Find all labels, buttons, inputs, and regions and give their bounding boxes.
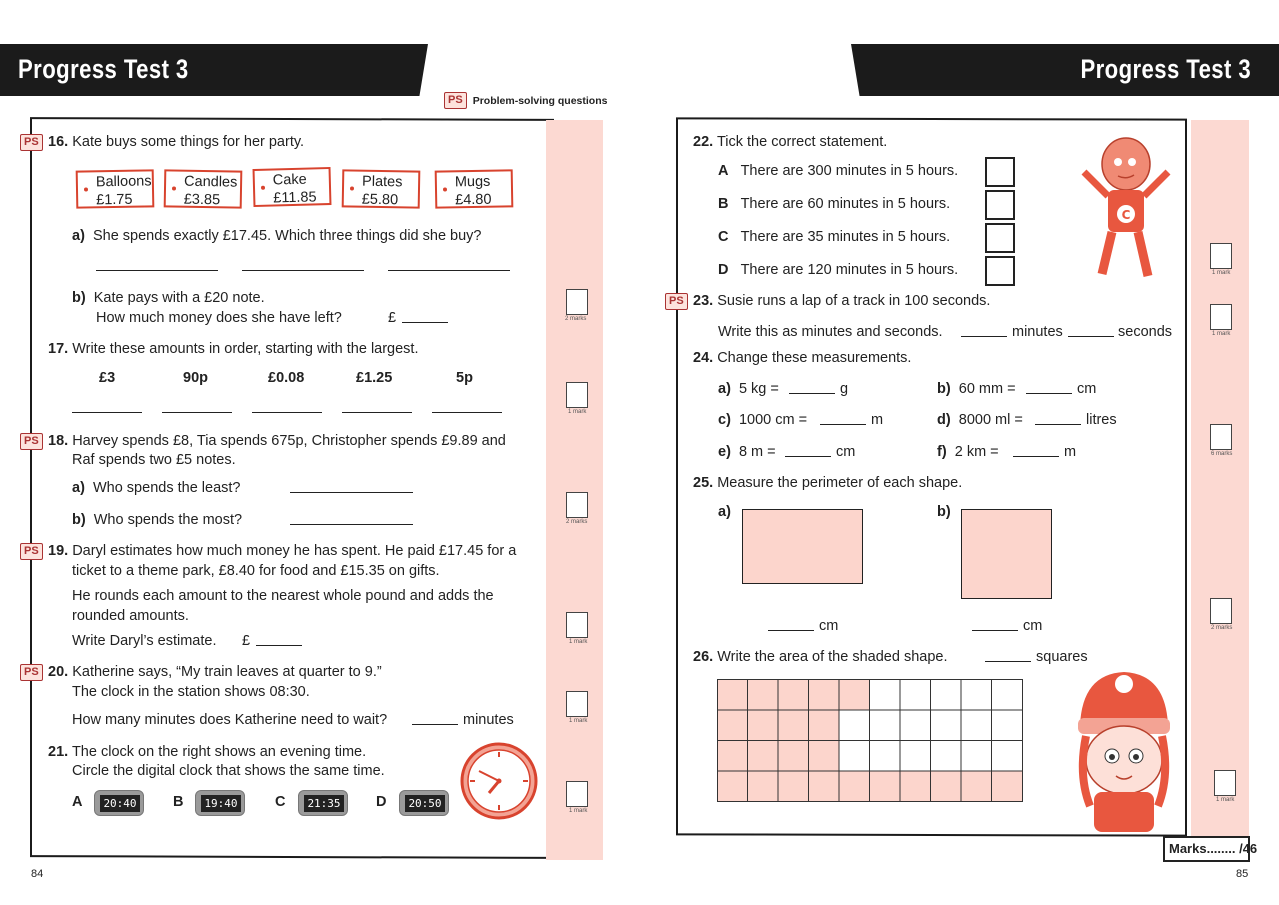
answer-line-q16a-2[interactable]: [242, 270, 364, 271]
q23-prompt: 23. Susie runs a lap of a track in 100 seconds.: [693, 293, 991, 309]
answer-line-q17-4[interactable]: [342, 412, 412, 413]
q21-prompt: 21. The clock on the right shows an evening time.: [48, 744, 367, 760]
amount-3: £0.08: [268, 370, 305, 386]
marks-label-q16: 2 marks: [565, 316, 587, 322]
option-letter-c: C: [275, 794, 286, 810]
answer-line-q24b[interactable]: [1026, 393, 1072, 394]
q19-prompt-4: rounded amounts.: [72, 608, 189, 624]
q26-prompt: 26. Write the area of the shaded shape.: [693, 649, 948, 665]
q20-unit: minutes: [463, 712, 514, 728]
answer-line-q16a-1[interactable]: [96, 270, 218, 271]
q22-prompt: 22. Tick the correct statement.: [693, 134, 888, 150]
q16-prompt: 16. Kate buys some things for her party.: [48, 134, 305, 150]
amount-2: 90p: [183, 370, 208, 386]
answer-line-q24a[interactable]: [789, 393, 835, 394]
q20-prompt: 20. Katherine says, “My train leaves at quarter to 9.”: [48, 664, 382, 680]
q19-prompt-3: He rounds each amount to the nearest whole pound and adds the: [72, 588, 494, 604]
tickbox-d[interactable]: [985, 256, 1015, 286]
q24b: b) 60 mm =: [937, 381, 1016, 397]
amount-5: 5p: [456, 370, 473, 386]
answer-line-q17-2[interactable]: [162, 412, 232, 413]
q18-prompt: 18. Harvey spends £8, Tia spends 675p, Christopher spends £9.89 and: [48, 433, 506, 449]
price-tag-cake: Cake £11.85: [253, 167, 332, 207]
marks-label-q21: 1 mark: [569, 808, 588, 814]
tickbox-b[interactable]: [985, 190, 1015, 220]
shape-a: [742, 509, 863, 584]
q22-option-b: B There are 60 minutes in 5 hours.: [718, 196, 951, 212]
digital-clock-c[interactable]: 21:35: [298, 790, 348, 816]
answer-line-q23-min[interactable]: [961, 336, 1007, 337]
q24-prompt: 24. Change these measurements.: [693, 350, 912, 366]
answer-line-q24f[interactable]: [1013, 456, 1059, 457]
q22-option-d: D There are 120 minutes in 5 hours.: [718, 262, 959, 278]
ps-badge-q16: PS: [20, 134, 43, 151]
option-letter-a: A: [72, 794, 83, 810]
left-margin-strip: [546, 120, 603, 860]
answer-line-q18a[interactable]: [290, 492, 413, 493]
markbox-q17[interactable]: [566, 382, 588, 408]
markbox-q24[interactable]: [1210, 424, 1232, 450]
analogue-clock-icon: [459, 741, 539, 821]
q23-prompt-2: Write this as minutes and seconds.: [718, 324, 943, 340]
q24d-unit: litres: [1086, 412, 1117, 428]
q23-unit-1: minutes: [1012, 324, 1063, 340]
digital-clock-d[interactable]: 20:50: [399, 790, 449, 816]
marks-label-q24: 6 marks: [1211, 451, 1233, 457]
q24c-unit: m: [871, 412, 884, 428]
markbox-q18[interactable]: [566, 492, 588, 518]
amount-4: £1.25: [356, 370, 393, 386]
marks-label-q23: 1 mark: [1212, 331, 1231, 337]
q19-prompt-5: Write Daryl’s estimate.: [72, 633, 217, 649]
markbox-q20[interactable]: [566, 691, 588, 717]
q24a-unit: g: [840, 381, 849, 397]
digital-clock-b[interactable]: 19:40: [195, 790, 245, 816]
q24f: f) 2 km =: [937, 444, 999, 460]
q16b-question: How much money does she have left?: [96, 310, 342, 326]
q19-prompt-2: ticket to a theme park, £8.40 for food and £15.35 on gifts.: [72, 563, 440, 579]
q19-prompt: 19. Daryl estimates how much money he has spent. He paid £17.45 for a: [48, 543, 517, 559]
q16b-currency: £: [388, 310, 397, 326]
markbox-q23[interactable]: [1210, 304, 1232, 330]
right-margin-strip: [1191, 120, 1249, 836]
ps-badge-q18: PS: [20, 433, 43, 450]
shirt-letter: C: [1121, 208, 1131, 222]
markbox-q21[interactable]: [566, 781, 588, 807]
q24a: a) 5 kg =: [718, 381, 779, 397]
option-letter-b: B: [173, 794, 184, 810]
q26-unit: squares: [1036, 649, 1088, 665]
marks-label-q22: 1 mark: [1212, 270, 1231, 276]
q22-option-a: A There are 300 minutes in 5 hours.: [718, 163, 959, 179]
q19-currency: £: [242, 633, 251, 649]
answer-line-q26[interactable]: [985, 661, 1031, 662]
ps-key-badge: PS: [444, 92, 467, 109]
page-title-right: Progress Test 3: [1080, 54, 1251, 84]
q18a-prompt: a) Who spends the least?: [72, 480, 241, 496]
q18-prompt-2: Raf spends two £5 notes.: [72, 452, 236, 468]
answer-line-q25b[interactable]: [972, 630, 1018, 631]
price-tag-balloons: Balloons £1.75: [76, 169, 155, 208]
q24f-unit: m: [1064, 444, 1077, 460]
marks-label-q25: 2 marks: [1211, 625, 1233, 631]
markbox-q19[interactable]: [566, 612, 588, 638]
tickbox-c[interactable]: [985, 223, 1015, 253]
markbox-q26[interactable]: [1214, 770, 1236, 796]
ps-key: [444, 92, 607, 109]
answer-line-q19[interactable]: [256, 645, 302, 646]
q25-prompt: 25. Measure the perimeter of each shape.: [693, 475, 963, 491]
boy-illustration-icon: [1078, 128, 1176, 286]
q16b-prompt: b) Kate pays with a £20 note.: [72, 290, 265, 306]
answer-line-q20[interactable]: [412, 724, 458, 725]
q23-unit-2: seconds: [1118, 324, 1173, 340]
marks-label-q19: 1 mark: [569, 639, 588, 645]
q25a-label: a): [718, 504, 731, 520]
ps-badge-q23: PS: [665, 293, 688, 310]
answer-line-q16b[interactable]: [402, 322, 448, 323]
page-title-left: Progress Test 3: [18, 54, 189, 84]
q25b-label: b): [937, 504, 951, 520]
option-letter-d: D: [376, 794, 387, 810]
ps-badge-q19: PS: [20, 543, 43, 560]
price-tag-plates: Plates £5.80: [342, 169, 421, 208]
q22-option-c: C There are 35 minutes in 5 hours.: [718, 229, 951, 245]
marks-label-q17: 1 mark: [568, 409, 587, 415]
q17-prompt: 17. Write these amounts in order, starting with the largest.: [48, 341, 419, 357]
digital-clock-a[interactable]: 20:40: [94, 790, 144, 816]
price-tag-candles: Candles £3.85: [164, 169, 243, 208]
tickbox-a[interactable]: [985, 157, 1015, 187]
answer-line-q24e[interactable]: [785, 456, 831, 457]
page-number-right: 85: [1236, 868, 1249, 880]
answer-line-q17-5[interactable]: [432, 412, 502, 413]
q20-prompt-3: How many minutes does Katherine need to wait?: [72, 712, 388, 728]
answer-line-q25a[interactable]: [768, 630, 814, 631]
q18b-prompt: b) Who spends the most?: [72, 512, 243, 528]
amount-1: £3: [99, 370, 116, 386]
ps-key-label: Problem-solving questions: [472, 94, 608, 107]
markbox-q22[interactable]: [1210, 243, 1232, 269]
marks-label-q26: 1 mark: [1216, 797, 1235, 803]
answer-line-q23-sec[interactable]: [1068, 336, 1114, 337]
q25b-unit: cm: [1023, 618, 1043, 634]
answer-line-q18b[interactable]: [290, 524, 413, 525]
page-number-left: 84: [31, 868, 44, 880]
q24c: c) 1000 cm =: [718, 412, 808, 428]
q20-prompt-2: The clock in the station shows 08:30.: [72, 684, 310, 700]
q24e: e) 8 m =: [718, 444, 776, 460]
markbox-q16[interactable]: [566, 289, 588, 315]
answer-line-q16a-3[interactable]: [388, 270, 510, 271]
marks-label-q18: 2 marks: [566, 519, 588, 525]
markbox-q25[interactable]: [1210, 598, 1232, 624]
q25a-unit: cm: [819, 618, 839, 634]
answer-line-q17-1[interactable]: [72, 412, 142, 413]
marks-label-q20: 1 mark: [569, 718, 588, 724]
marks-total: Marks........ /46: [1163, 836, 1250, 862]
answer-line-q24c[interactable]: [820, 424, 866, 425]
q24e-unit: cm: [836, 444, 856, 460]
area-grid: [717, 679, 1025, 803]
q16a-prompt: a) She spends exactly £17.45. Which three things did she buy?: [72, 228, 482, 244]
girl-illustration-icon: [1070, 666, 1178, 836]
answer-line-q24d[interactable]: [1035, 424, 1081, 425]
answer-line-q17-3[interactable]: [252, 412, 322, 413]
shape-b: [961, 509, 1052, 599]
q24d: d) 8000 ml =: [937, 412, 1023, 428]
price-tag-mugs: Mugs £4.80: [435, 169, 514, 208]
q24b-unit: cm: [1077, 381, 1097, 397]
ps-badge-q20: PS: [20, 664, 43, 681]
q21-prompt-2: Circle the digital clock that shows the same time.: [72, 763, 385, 779]
